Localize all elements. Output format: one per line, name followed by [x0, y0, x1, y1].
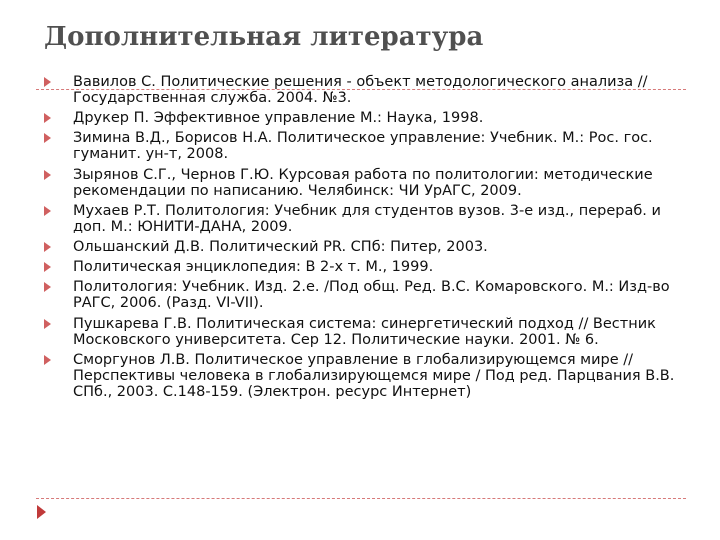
reference-text: Друкер П. Эффективное управление М.: Наука, 1998.: [73, 110, 484, 127]
reference-text: Политология: Учебник. Изд. 2.е. /Под общ. Ред. В.С. Комаровского. М.: Изд-во РАГС, 2006. (Разд. VI-VII).: [73, 279, 670, 312]
slide-title: Дополнительная литература: [44, 22, 484, 52]
list-item: [40, 352, 690, 400]
bullet-arrow-icon: [44, 77, 51, 87]
list-item: [40, 239, 690, 255]
reference-text: Политическая энциклопедия: В 2-х т. М., 1999.: [73, 259, 434, 276]
reference-text: Вавилов С. Политические решения - объект методологического анализа // Государственная служба. 2004. №3.: [73, 74, 648, 106]
list-item: [40, 203, 690, 235]
bullet-arrow-icon: [44, 319, 51, 329]
list-item: [40, 74, 690, 106]
bullet-arrow-icon: [44, 282, 51, 292]
reference-text: Зимина В.Д., Борисов Н.А. Политическое управление: Учебник. М.: Рос. гос. гуманит. ун-т, 2008.: [73, 130, 653, 163]
reference-text: Зырянов С.Г., Чернов Г.Ю. Курсовая работа по политологии: методические рекомендации по написанию. Челябинск: ЧИ УрАГС, 2009.: [73, 166, 653, 199]
bullet-arrow-icon: [44, 206, 51, 216]
list-item: [40, 316, 690, 348]
bullet-arrow-icon: [44, 133, 51, 143]
reference-list: [40, 74, 690, 404]
reference-text: Мухаев Р.Т. Политология: Учебник для студентов вузов. 3-е изд., перераб. и доп. М.: ЮНИТИ-ДАНА, 2009.: [73, 202, 661, 235]
bullet-arrow-icon: [44, 170, 51, 180]
list-item: [40, 110, 690, 126]
bullet-arrow-icon: [44, 262, 51, 272]
list-item: [40, 167, 690, 199]
corner-arrow-icon: [37, 505, 46, 519]
reference-text: Сморгунов Л.В. Политическое управление в глобализирующемся мире // Перспективы человека в глобализирующемся мире / Под ред. Парцвания В.В. СПб., 2003. С.148-159. (Электрон. ресурс Интернет): [73, 351, 675, 400]
reference-text: Пушкарева Г.В. Политическая система: синергетический подход // Вестник Московского университета. Сер 12. Политические науки. 2001. № 6.: [73, 315, 656, 348]
footer-divider: [36, 498, 686, 499]
bullet-arrow-icon: [44, 355, 51, 365]
list-item: [40, 279, 690, 311]
list-item: [40, 259, 690, 275]
bullet-arrow-icon: [44, 242, 51, 252]
bullet-arrow-icon: [44, 113, 51, 123]
reference-text: Ольшанский Д.В. Политический PR. СПб: Питер, 2003.: [73, 238, 488, 255]
list-item: [40, 130, 690, 162]
